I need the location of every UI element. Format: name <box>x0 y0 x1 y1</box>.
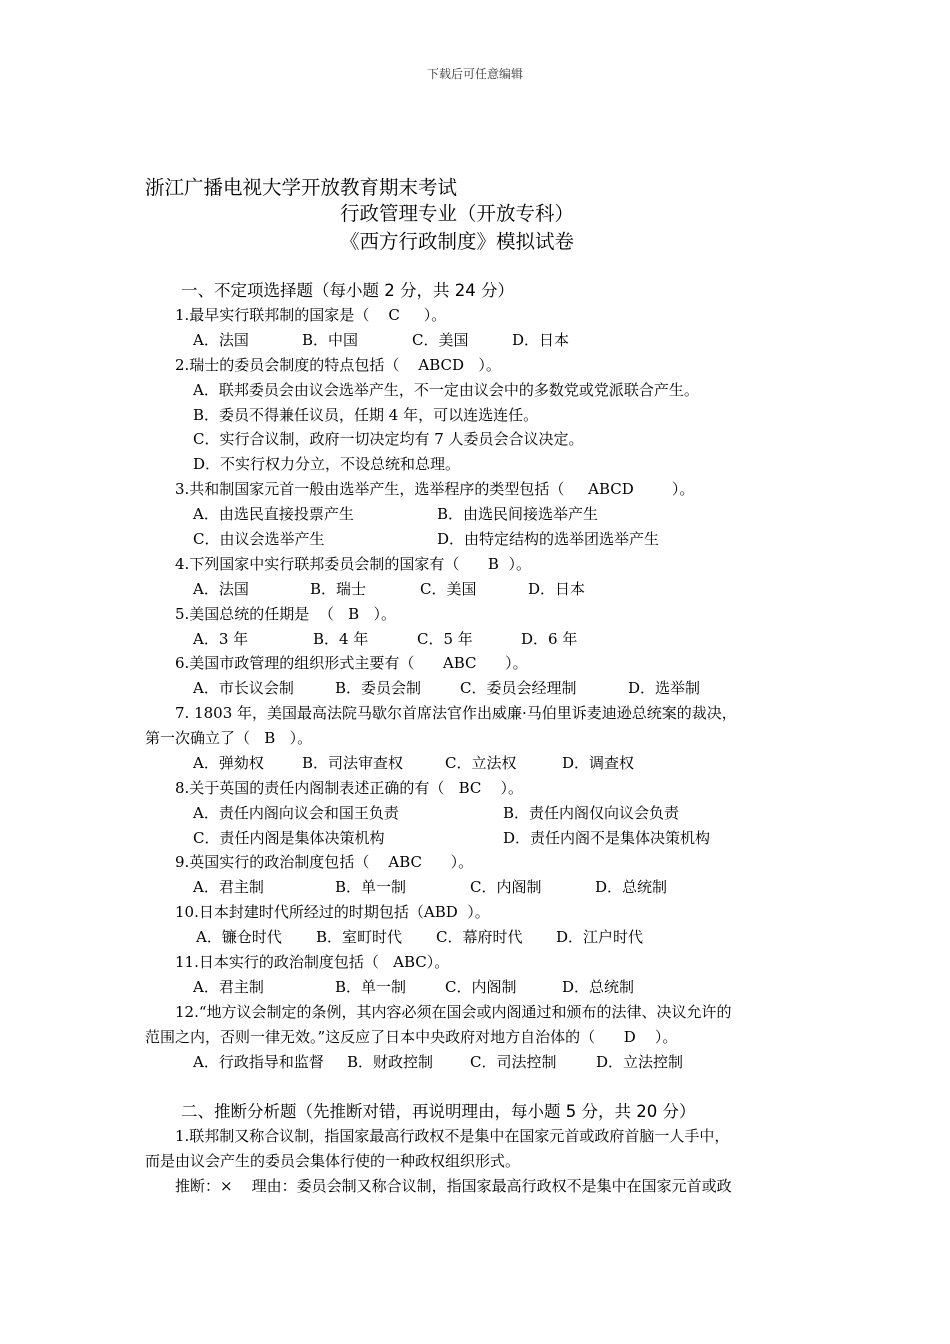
option: D．选举制 <box>628 679 701 697</box>
option: B．责任内阁仅向议会负责 <box>503 804 680 822</box>
option: A．弹劾权 <box>193 754 264 772</box>
section1-heading: 一、不定项选择题（每小题 2 分，共 24 分） <box>181 281 514 300</box>
exam-title-line2: 行政管理专业（开放专科） <box>340 202 575 225</box>
question-stem-line1: 7. 1803 年，美国最高法院马歇尔首席法官作出威廉·马伯里诉麦迪逊总统案的裁决， <box>175 704 737 722</box>
option: D．6 年 <box>521 630 578 648</box>
option: B．单一制 <box>335 978 407 996</box>
option: C．内阁制 <box>445 978 517 996</box>
exam-title-line3: 《西方行政制度》模拟试卷 <box>340 230 575 253</box>
option: D．日本 <box>512 331 570 349</box>
option: D．江户时代 <box>556 928 644 946</box>
option: A．镰仓时代 <box>196 928 282 946</box>
question-stem: 2.瑞士的委员会制度的特点包括（ ABCD ）。 <box>175 356 501 374</box>
option: D．调查权 <box>562 754 635 772</box>
option: C．美国 <box>412 331 469 349</box>
question-stem: 10.日本封建时代所经过的时期包括（ABD ）。 <box>175 903 490 921</box>
option: D．立法控制 <box>596 1053 684 1071</box>
option: B．瑞士 <box>310 580 367 598</box>
option: A．行政指导和监督 <box>193 1053 324 1071</box>
option: D．总统制 <box>562 978 635 996</box>
option: A．市长议会制 <box>193 679 294 697</box>
option: D．总统制 <box>595 878 668 896</box>
option: C．美国 <box>420 580 477 598</box>
question-stem: 1.最早实行联邦制的国家是（ C ）。 <box>175 306 447 324</box>
question-stem-line1: 12.“地方议会制定的条例，其内容必须在国会或内阁通过和颁布的法律、决议允许的 <box>175 1003 732 1021</box>
option: B．室町时代 <box>316 928 403 946</box>
option: B．由选民间接选举产生 <box>437 505 599 523</box>
option: D．日本 <box>528 580 586 598</box>
option: B．委员不得兼任议员，任期 4 年，可以连选连任。 <box>193 406 539 424</box>
option: A．君主制 <box>193 878 264 896</box>
option: C．委员会经理制 <box>460 679 577 697</box>
option: D．责任内阁不是集体决策机构 <box>503 829 711 847</box>
option: C．5 年 <box>417 630 473 648</box>
question-stem: 11.日本实行的政治制度包括（ ABC）。 <box>175 953 450 971</box>
option: B．司法审查权 <box>302 754 404 772</box>
question-stem: 9.英国实行的政治制度包括（ ABC ）。 <box>175 853 474 871</box>
question-stem-line1: 1.联邦制又称合议制，指国家最高行政权不是集中在国家元首或政府首脑一人手中， <box>175 1127 730 1145</box>
question-stem: 8.关于英国的责任内阁制表述正确的有（ BC ）。 <box>175 779 523 797</box>
question-stem: 6.美国市政管理的组织形式主要有（ ABC ）。 <box>175 654 528 672</box>
option: C．幕府时代 <box>436 928 523 946</box>
option: B．财政控制 <box>347 1053 434 1071</box>
answer-text: 推断：× 理由：委员会制又称合议制，指国家最高行政权不是集中在国家元首或政 <box>175 1177 732 1195</box>
option: A．君主制 <box>193 978 264 996</box>
option: A．联邦委员会由议会选举产生，不一定由议会中的多数党或党派联合产生。 <box>193 381 699 399</box>
option: C．立法权 <box>445 754 517 772</box>
option: D．不实行权力分立，不设总统和总理。 <box>193 455 461 473</box>
option: C．责任内阁是集体决策机构 <box>193 829 385 847</box>
section2-heading: 二、推断分析题（先推断对错，再说明理由，每小题 5 分，共 20 分） <box>181 1102 696 1121</box>
option: A．责任内阁向议会和国王负责 <box>193 804 399 822</box>
question-stem: 4.下列国家中实行联邦委员会制的国家有（ B ）。 <box>175 555 531 573</box>
question-stem: 5.美国总统的任期是 （ B ）。 <box>175 605 396 623</box>
option: A．由选民直接投票产生 <box>193 505 354 523</box>
option: B．委员会制 <box>335 679 422 697</box>
exam-title-line1: 浙江广播电视大学开放教育期末考试 <box>145 176 458 199</box>
question-stem-line2: 第一次确立了（ B ）。 <box>145 729 313 747</box>
option: A．法国 <box>193 580 249 598</box>
option: D．由特定结构的选举团选举产生 <box>437 530 660 548</box>
option: B．单一制 <box>335 878 407 896</box>
option: B．中国 <box>302 331 359 349</box>
option: A．3 年 <box>193 630 249 648</box>
option: C．实行合议制，政府一切决定均有 7 人委员会合议决定。 <box>193 430 584 448</box>
question-stem-line2: 范围之内，否则一律无效。”这反应了日本中央政府对地方自治体的（ D ）。 <box>145 1028 678 1046</box>
option: C．司法控制 <box>470 1053 557 1071</box>
option: A．法国 <box>193 331 249 349</box>
option: C．内阁制 <box>470 878 542 896</box>
option: B．4 年 <box>313 630 369 648</box>
question-stem: 3.共和制国家元首一般由选举产生，选举程序的类型包括（ ABCD ）。 <box>175 480 695 498</box>
question-stem-line2: 而是由议会产生的委员会集体行使的一种政权组织形式。 <box>145 1152 521 1170</box>
header-note: 下载后可任意编辑 <box>426 67 523 81</box>
option: C．由议会选举产生 <box>193 530 325 548</box>
